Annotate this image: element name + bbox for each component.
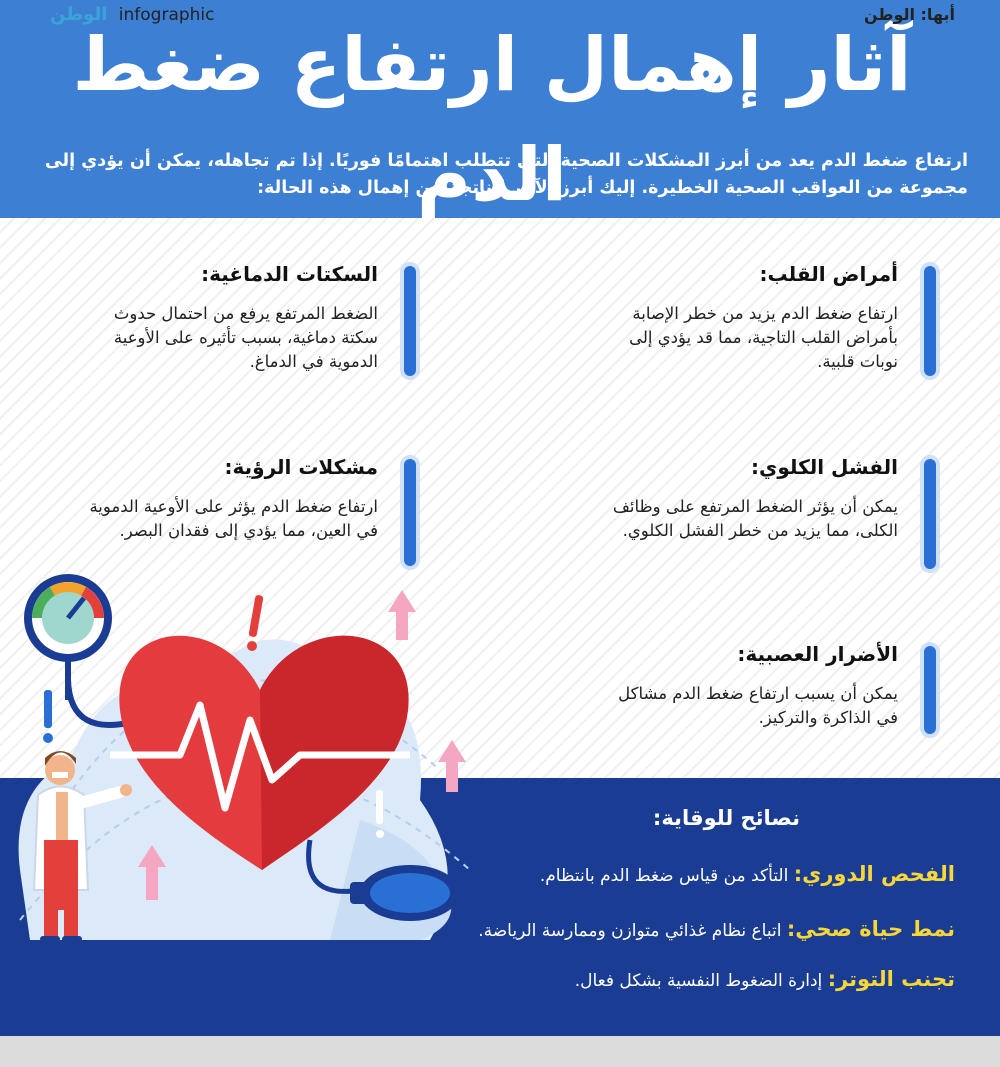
card-accent-bar xyxy=(920,642,940,738)
effect-stroke xyxy=(80,262,420,382)
effect-text: ارتفاع ضغط الدم يزيد من خطر الإصابة بأمراض القلب التاجية، مما قد يؤدي إلى نوبات قلبية. xyxy=(629,304,898,371)
footer-label: infographic xyxy=(118,5,215,25)
effect-kidney-failure xyxy=(610,455,940,575)
card-accent-bar xyxy=(920,262,940,380)
footer-bar xyxy=(0,1036,1000,1067)
tip-stress xyxy=(575,967,955,991)
tip-key: تجنب التوتر: xyxy=(827,967,955,991)
effect-heart-disease xyxy=(610,262,940,382)
footer-location: أبها: الوطن xyxy=(863,5,955,24)
prevention-title: نصائح للوقاية: xyxy=(652,806,800,830)
effect-title: مشكلات الرؤية: xyxy=(224,455,378,479)
effect-title: الأضرار العصبية: xyxy=(737,642,898,666)
card-accent-bar xyxy=(400,262,420,380)
effect-title: أمراض القلب: xyxy=(759,262,898,286)
tip-key: الفحص الدوري: xyxy=(793,862,955,886)
tip-text: إدارة الضغوط النفسية بشكل فعال. xyxy=(574,971,823,991)
effect-nerve-damage xyxy=(610,642,940,738)
tip-checkup xyxy=(540,862,955,886)
brand-logo: الوطن xyxy=(50,4,108,25)
card-accent-bar xyxy=(920,455,940,573)
tip-text: اتباع نظام غذائي متوازن وممارسة الرياضة. xyxy=(478,921,782,941)
exclamation-icon xyxy=(43,690,53,743)
effect-title: السكتات الدماغية: xyxy=(201,262,378,286)
intro-text: ارتفاع ضغط الدم يعد من أبرز المشكلات الصحية التي تتطلب اهتمامًا فوريًا. إذا تم تجاهله، يمكن أن يؤدي إلى مجموعة من العواقب الصحية الخطيرة. إليك أبرز الآثار الناتجة عن إهمال هذه الحالة: xyxy=(44,151,968,198)
tip-key: نمط حياة صحي: xyxy=(786,917,955,941)
heart-illustration xyxy=(0,540,520,1000)
page-title: آثار إهمال ارتفاع ضغط الدم xyxy=(72,22,912,218)
effect-title: الفشل الكلوي: xyxy=(751,455,898,479)
effect-text: ارتفاع ضغط الدم يؤثر على الأوعية الدموية في العين، مما يؤدي إلى فقدان البصر. xyxy=(89,497,378,540)
footer-brand xyxy=(50,4,215,25)
tip-text: التأكد من قياس ضغط الدم بانتظام. xyxy=(539,866,789,886)
effect-text: يمكن أن يؤثر الضغط المرتفع على وظائف الكلى، مما يزيد من خطر الفشل الكلوي. xyxy=(612,497,898,540)
effect-text: يمكن أن يسبب ارتفاع ضغط الدم مشاكل في الذاكرة والتركيز. xyxy=(618,684,898,727)
tip-lifestyle xyxy=(478,917,955,941)
effect-text: الضغط المرتفع يرفع من احتمال حدوث سكتة دماغية، بسبب تأثيره على الأوعية الدموية في الدماغ. xyxy=(113,304,378,371)
